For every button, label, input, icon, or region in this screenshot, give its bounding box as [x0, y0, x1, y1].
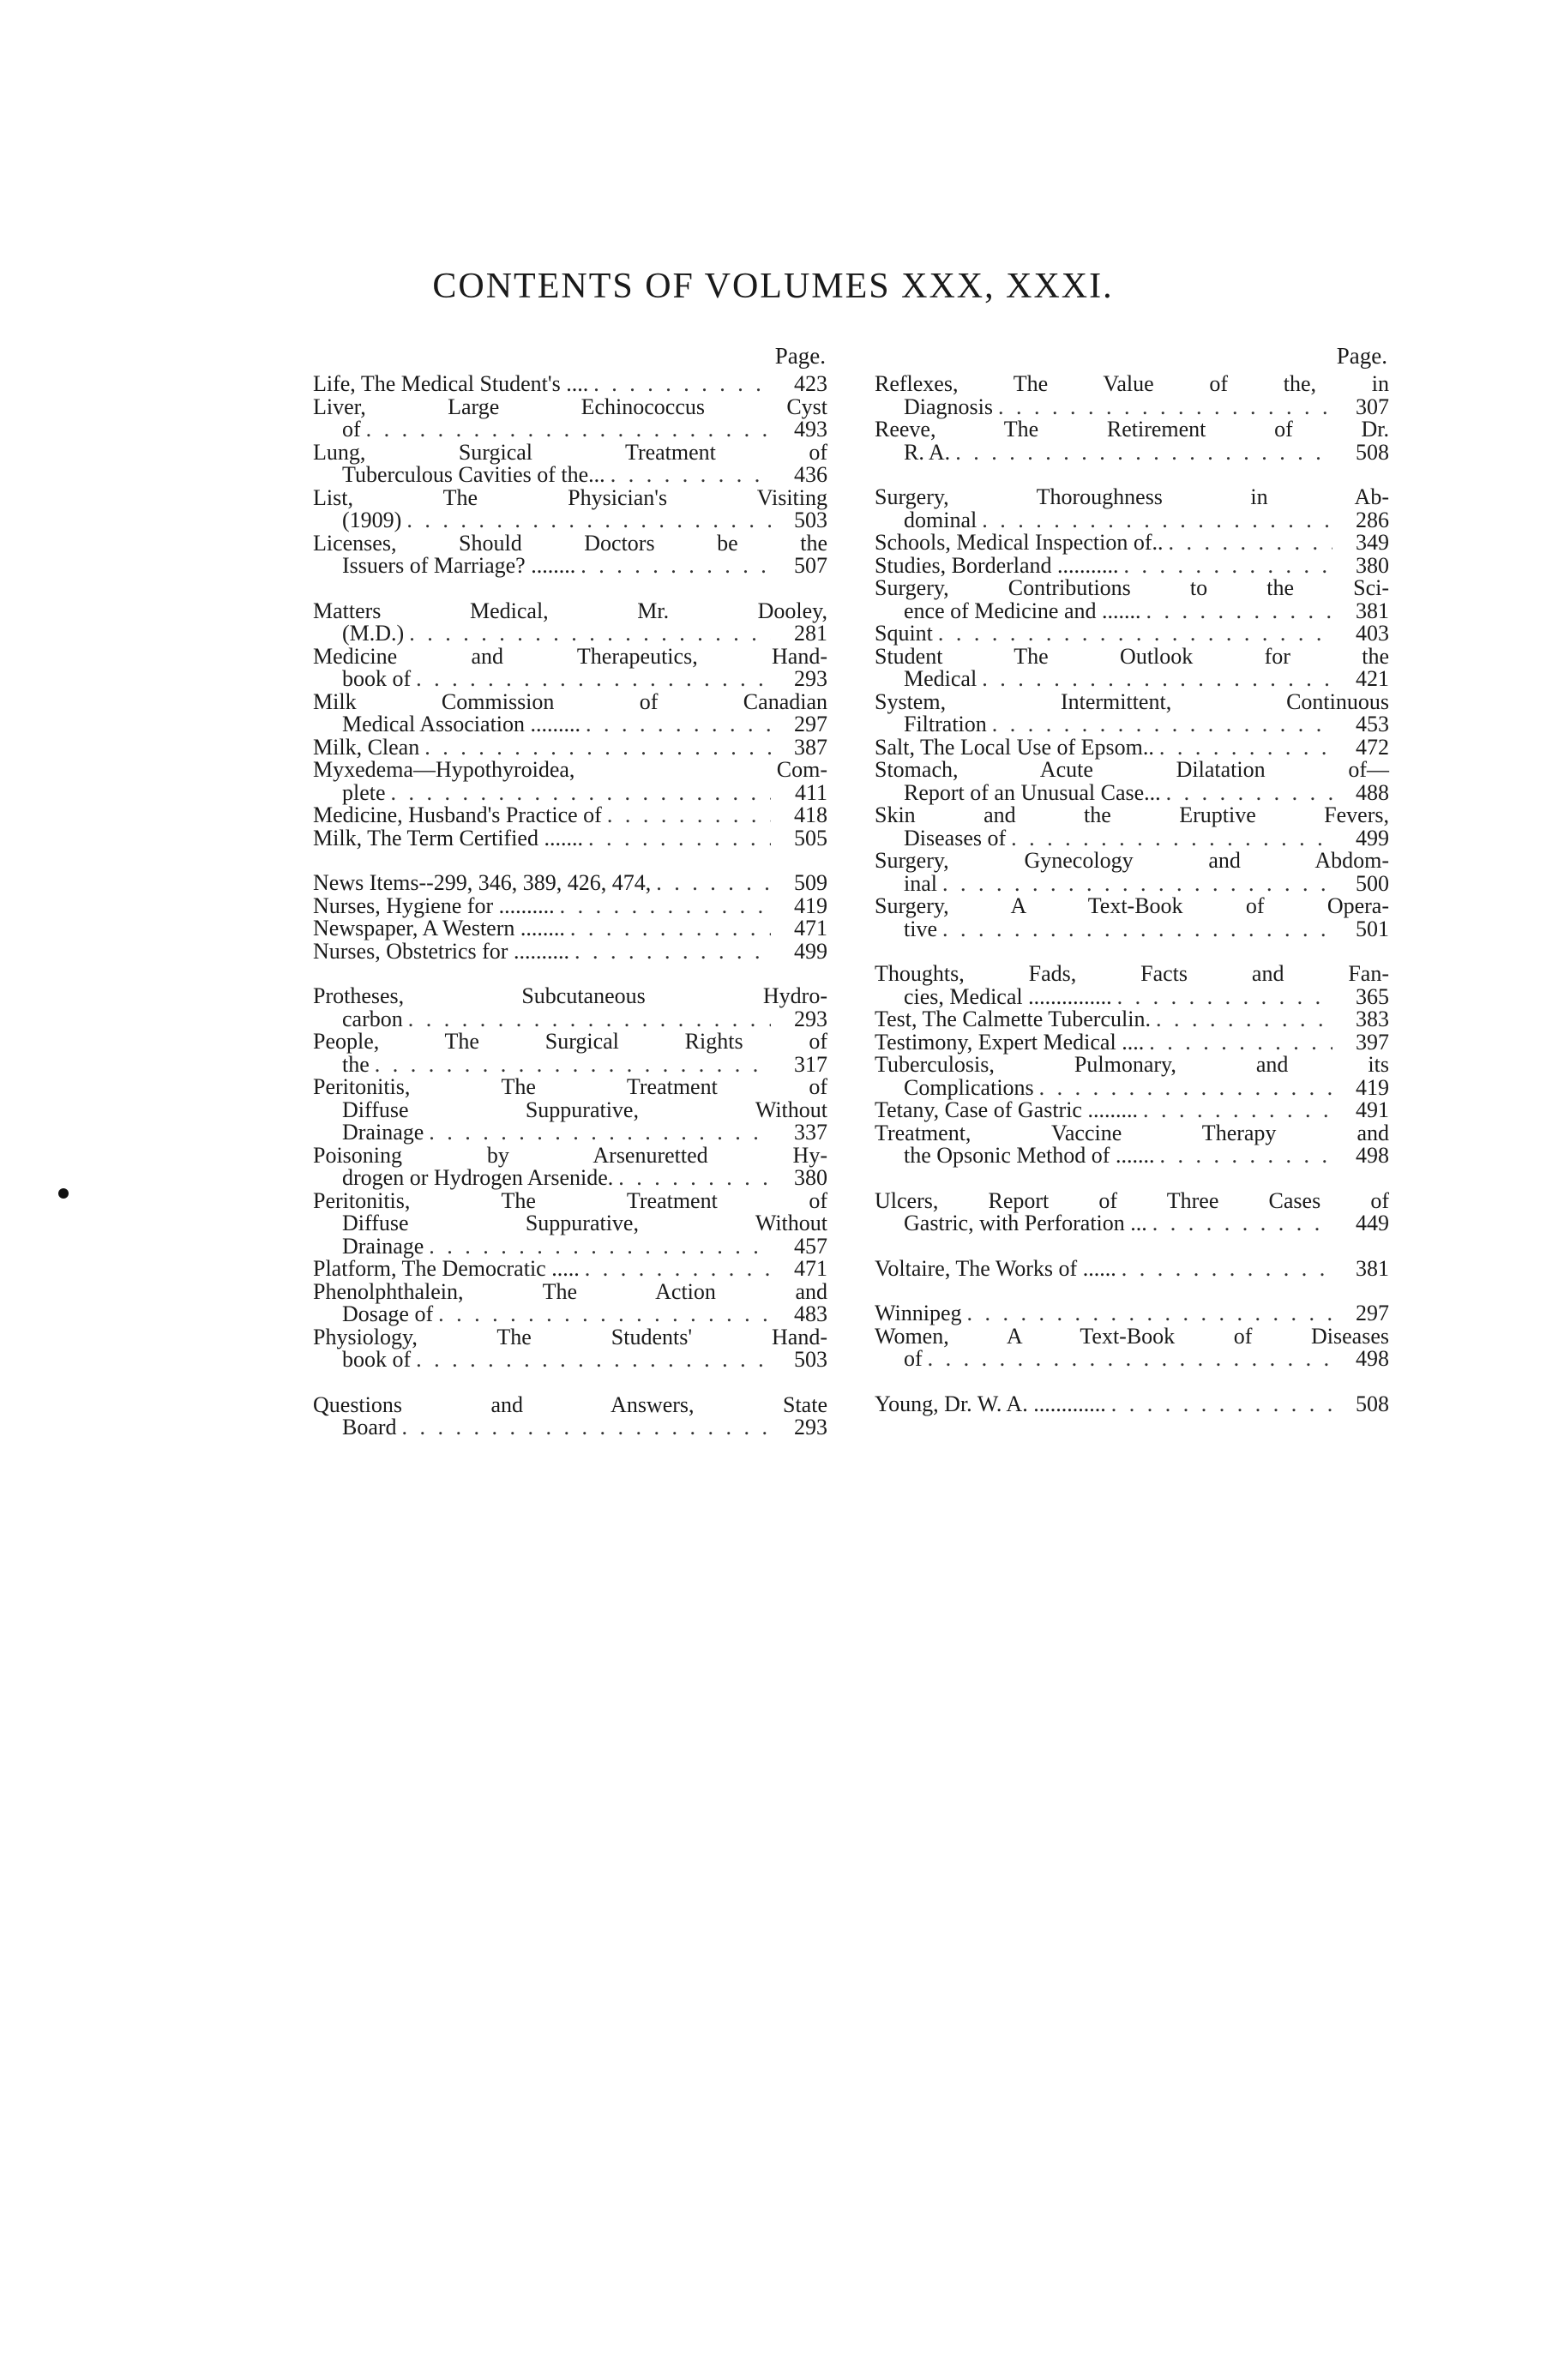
index-entry: [875, 850, 1389, 895]
dot-leader: [574, 941, 771, 964]
index-entry: [875, 1099, 1389, 1122]
dot-leader: [982, 668, 1332, 691]
dot-leader: [618, 1167, 771, 1190]
index-entry: [875, 373, 1389, 418]
index-entry: [313, 1391, 827, 1439]
dot-leader: [1146, 600, 1332, 623]
entry-text: Myxedema—Hypothyroidea, Com-: [313, 757, 827, 782]
page-number: 491: [1356, 1097, 1389, 1122]
entry-text: Testimony, Expert Medical ....: [875, 1029, 1145, 1055]
page-column-header: Page.: [1336, 343, 1387, 369]
index-entry: [313, 872, 827, 895]
entry-text: Surgery, Gynecology and Abdom-: [875, 848, 1389, 873]
entry-text: Winnipeg: [875, 1301, 962, 1325]
dot-leader: [588, 827, 771, 850]
entry-text: Life, The Medical Student's ....: [313, 371, 589, 396]
entry-text: Surgery, Contributions to the Sci-: [875, 575, 1389, 600]
index-entry: [875, 1008, 1389, 1031]
page-number: 501: [1356, 916, 1389, 941]
dot-leader: [402, 1416, 771, 1439]
entry-text: Tuberculosis, Pulmonary, and its: [875, 1052, 1389, 1077]
page-number: 381: [1356, 1255, 1389, 1281]
entry-text: book of: [342, 666, 412, 691]
dot-leader: [375, 1054, 771, 1077]
entry-text: Issuers of Marriage? ........: [342, 553, 576, 578]
index-entry: [875, 1031, 1389, 1055]
entry-text: Filtration: [904, 712, 987, 736]
dot-leader: [1111, 1393, 1332, 1416]
page-number: 471: [794, 1256, 827, 1281]
entry-text: Platform, The Democratic .....: [313, 1256, 580, 1281]
entry-text: Drainage: [342, 1233, 424, 1259]
page-number: 337: [794, 1120, 827, 1145]
entry-text: System, Intermittent, Continuous: [875, 688, 1389, 714]
entry-text: Nurses, Hygiene for ..........: [313, 892, 555, 918]
index-entry: [313, 688, 827, 736]
entry-text: Milk Commission of Canadian: [313, 688, 827, 714]
index-entry: [313, 484, 827, 532]
dot-leader: [1124, 555, 1332, 578]
entry-text: of: [904, 1346, 923, 1371]
index-entry: [313, 373, 827, 396]
index-entry: [875, 486, 1389, 532]
index-entry: [875, 1325, 1389, 1371]
page-number: 380: [1356, 552, 1389, 578]
entry-text: Dosage of: [342, 1301, 434, 1326]
entry-text: ence of Medicine and .......: [904, 598, 1141, 623]
index-entry: [313, 643, 827, 691]
page-number: 403: [1356, 621, 1389, 646]
entry-text: Questions and Answers, State: [313, 1391, 827, 1417]
index-entry: [875, 1187, 1389, 1235]
dot-leader: [1143, 1099, 1332, 1122]
dot-leader: [942, 918, 1332, 941]
page-number: 483: [794, 1301, 827, 1326]
index-entry: [875, 736, 1389, 760]
entry-text: News Items--299, 346, 389, 426, 474,: [313, 870, 652, 895]
index-entry: [875, 688, 1389, 736]
dot-leader: [928, 1348, 1332, 1371]
dot-leader: [1122, 1258, 1332, 1281]
entry-text: Ulcers, Report of Three Cases of: [875, 1187, 1389, 1213]
entry-text: tive: [904, 916, 937, 941]
index-entry: [313, 1326, 827, 1372]
page-number: 418: [794, 802, 827, 827]
entry-text: drogen or Hydrogen Arsenide.: [342, 1165, 614, 1190]
entry-text: Student The Outlook for the: [875, 643, 1389, 669]
entry-text: Surgery, Thoroughness in Ab-: [875, 484, 1389, 509]
index-entry: [875, 643, 1389, 691]
entry-list: [313, 373, 827, 1439]
page-number: 297: [794, 712, 827, 736]
page-number: 380: [794, 1165, 827, 1190]
dot-leader: [998, 396, 1332, 419]
page-number: 411: [794, 779, 827, 805]
dot-leader: [1156, 1008, 1332, 1031]
entry-text: of: [342, 417, 361, 442]
page-number: 293: [794, 666, 827, 691]
entry-text: Poisoning by Arsenuretted Hy-: [313, 1142, 827, 1168]
dot-leader: [611, 464, 771, 487]
dot-leader: [1159, 736, 1332, 760]
dot-leader: [416, 1349, 771, 1372]
index-entry: [875, 532, 1389, 555]
index-entry: [875, 1393, 1389, 1416]
entry-text: the Opsonic Method of .......: [904, 1143, 1155, 1168]
entry-text: Diagnosis: [904, 394, 993, 419]
index-entry: [313, 396, 827, 442]
entry-text: Surgery, A Text-Book of Opera-: [875, 893, 1389, 918]
entry-text: Tetany, Case of Gastric .........: [875, 1097, 1138, 1122]
page-number: 509: [794, 870, 827, 895]
dot-leader: [586, 713, 771, 736]
index-entry: [313, 736, 827, 760]
entry-list: [875, 373, 1389, 1415]
page-title: CONTENTS OF VOLUMES XXX, XXXI.: [432, 267, 1114, 306]
entry-text: Young, Dr. W. A. .............: [875, 1391, 1106, 1416]
index-entry: [313, 917, 827, 941]
index-entry: [875, 1054, 1389, 1099]
entry-text: Licenses, Should Doctors be the: [313, 530, 827, 556]
page-number: 471: [794, 916, 827, 941]
page-number: 508: [1356, 1391, 1389, 1416]
dot-leader: [560, 895, 771, 918]
entry-text: Lung, Surgical Treatment of: [313, 439, 827, 465]
index-entry: [313, 532, 827, 578]
page-number: 507: [794, 553, 827, 578]
page-number: 498: [1356, 1143, 1389, 1168]
index-entry: [875, 963, 1389, 1008]
page-number: 503: [794, 1347, 827, 1372]
dot-leader: [938, 622, 1332, 646]
entry-text: the: [342, 1051, 370, 1077]
dot-leader: [955, 442, 1332, 465]
dot-leader: [1039, 1077, 1332, 1100]
dot-leader: [1117, 986, 1332, 1009]
index-entry: [875, 552, 1389, 578]
entry-text: Women, A Text-Book of Diseases: [875, 1323, 1389, 1349]
entry-text: Diffuse Suppurative, Without: [342, 1211, 827, 1235]
entry-text: Diseases of: [904, 825, 1007, 850]
dot-leader: [1159, 1145, 1332, 1168]
entry-text: Liver, Large Echinococcus Cyst: [313, 394, 827, 419]
entry-text: Milk, Clean: [313, 734, 420, 760]
page-number: 281: [794, 621, 827, 646]
entry-text: Matters Medical, Mr. Dooley,: [313, 598, 827, 623]
dot-leader: [424, 736, 771, 760]
entry-text: Newspaper, A Western ........: [313, 916, 565, 941]
entry-text: Tuberculous Cavities of the...: [342, 462, 605, 487]
entry-text: Squint: [875, 621, 933, 646]
entry-text: Medicine and Therapeutics, Hand-: [313, 643, 827, 669]
page-number: 317: [794, 1051, 827, 1077]
dot-leader: [992, 713, 1332, 736]
entry-text: Skin and the Eruptive Fevers,: [875, 802, 1389, 827]
contents-column-left: [313, 343, 827, 1439]
page-number: 436: [794, 462, 827, 487]
page-number: 499: [794, 938, 827, 964]
dot-leader: [1152, 1212, 1332, 1235]
entry-text: cies, Medical ...............: [904, 983, 1112, 1009]
page-number: 499: [1356, 825, 1389, 850]
index-entry: [313, 804, 827, 827]
page-number: 419: [1356, 1074, 1389, 1100]
dot-leader: [406, 509, 771, 532]
index-entry: [313, 439, 827, 487]
page-number: 457: [794, 1233, 827, 1259]
page-number: 383: [1356, 1007, 1389, 1031]
entry-text: Treatment, Vaccine Therapy and: [875, 1120, 1389, 1145]
dot-leader: [1149, 1031, 1332, 1055]
entry-text: (M.D.): [342, 621, 405, 646]
entry-text: Board: [342, 1415, 397, 1439]
entry-text: Peritonitis, The Treatment of: [313, 1074, 827, 1099]
entry-text: Test, The Calmette Tuberculin.: [875, 1007, 1151, 1031]
dot-leader: [570, 917, 771, 941]
page-number: 449: [1356, 1211, 1389, 1235]
entry-text: book of: [342, 1347, 412, 1372]
page-number: 423: [794, 371, 827, 396]
dot-leader: [416, 668, 771, 691]
entry-text: Medical: [904, 666, 978, 691]
dot-leader: [429, 1121, 771, 1145]
dot-leader: [1011, 827, 1332, 850]
page-number: 508: [1356, 439, 1389, 465]
contents-column-right: [875, 343, 1389, 1415]
dot-leader: [409, 622, 771, 646]
index-entry: [875, 1255, 1389, 1281]
page-column-header: Page.: [774, 343, 826, 369]
entry-text: Studies, Borderland ...........: [875, 552, 1119, 578]
page-number: 286: [1356, 507, 1389, 532]
page-number: 503: [794, 508, 827, 532]
page-number: 453: [1356, 712, 1389, 736]
entry-text: Salt, The Local Use of Epsom..: [875, 734, 1154, 760]
entry-text: Physiology, The Students' Hand-: [313, 1324, 827, 1349]
dot-leader: [593, 373, 771, 396]
entry-text: List, The Physician's Visiting: [313, 484, 827, 510]
index-entry: [875, 804, 1389, 850]
index-entry: [313, 938, 827, 964]
dot-leader: [607, 804, 771, 827]
page-number: 505: [794, 825, 827, 850]
entry-text: (1909): [342, 508, 402, 532]
entry-text: Nurses, Obstetrics for ..........: [313, 938, 569, 964]
entry-text: Peritonitis, The Treatment of: [313, 1187, 827, 1213]
page-number: 472: [1356, 734, 1389, 760]
entry-text: Milk, The Term Certified .......: [313, 825, 583, 850]
dot-leader: [366, 418, 771, 442]
page-number: 381: [1356, 598, 1389, 623]
dot-leader: [967, 1302, 1333, 1325]
index-entry: [313, 1278, 827, 1326]
page-number: 493: [794, 417, 827, 442]
index-entry: [875, 577, 1389, 622]
page-number: 293: [794, 1006, 827, 1031]
entry-text: Reeve, The Retirement of Dr.: [875, 417, 1389, 442]
page-number: 500: [1356, 870, 1389, 896]
entry-text: Medical Association .........: [342, 712, 581, 736]
index-entry: [313, 1258, 827, 1281]
index-entry: [875, 1122, 1389, 1168]
index-entry: [313, 985, 827, 1031]
entry-text: Schools, Medical Inspection of..: [875, 530, 1164, 555]
stray-mark: [58, 1188, 69, 1199]
dot-leader: [1169, 532, 1333, 555]
entry-text: Phenolphthalein, The Action and: [313, 1278, 827, 1304]
entry-text: Voltaire, The Works of ......: [875, 1255, 1116, 1281]
entry-text: Reflexes, The Value of the, in: [875, 371, 1389, 396]
page-number: 307: [1356, 394, 1389, 419]
index-entry: [875, 622, 1389, 646]
dot-leader: [438, 1303, 771, 1326]
dot-leader: [429, 1235, 771, 1259]
index-entry: [313, 600, 827, 646]
index-entry: [313, 1076, 827, 1145]
dot-leader: [391, 782, 771, 805]
entry-text: Protheses, Subcutaneous Hydro-: [313, 983, 827, 1008]
entry-text: Complications: [904, 1074, 1034, 1100]
index-entry: [875, 418, 1389, 464]
entry-text: R. A.: [904, 439, 951, 465]
dot-leader: [408, 1008, 771, 1031]
page-number: 421: [1356, 666, 1389, 691]
index-entry: [313, 759, 827, 804]
dot-leader: [656, 872, 771, 895]
dot-leader: [585, 1258, 771, 1281]
entry-text: Thoughts, Fads, Facts and Fan-: [875, 961, 1389, 986]
page-number: 488: [1356, 779, 1389, 805]
index-entry: [313, 1187, 827, 1259]
entry-text: inal: [904, 870, 937, 896]
entry-text: Medicine, Husband's Practice of: [313, 802, 602, 827]
page-number: 419: [794, 892, 827, 918]
index-entry: [313, 1142, 827, 1190]
index-entry: [313, 827, 827, 850]
index-entry: [313, 1031, 827, 1076]
index-entry: [875, 895, 1389, 941]
entry-text: Drainage: [342, 1120, 424, 1145]
entry-text: Diffuse Suppurative, Without: [342, 1097, 827, 1122]
index-entry: [875, 1302, 1389, 1325]
index-entry: [875, 759, 1389, 804]
entry-text: People, The Surgical Rights of: [313, 1029, 827, 1054]
entry-text: dominal: [904, 507, 978, 532]
dot-leader: [942, 873, 1332, 896]
entry-text: carbon: [342, 1006, 403, 1031]
page-number: 365: [1356, 983, 1389, 1009]
dot-leader: [581, 555, 771, 578]
page-number: 498: [1356, 1346, 1389, 1371]
page-number: 387: [794, 734, 827, 760]
page-number: 293: [794, 1415, 827, 1439]
entry-text: plete: [342, 779, 386, 805]
page-number: 297: [1356, 1301, 1389, 1325]
entry-text: Gastric, with Perforation ...: [904, 1211, 1147, 1235]
index-entry: [313, 892, 827, 918]
dot-leader: [982, 509, 1332, 532]
entry-text: Stomach, Acute Dilatation of—: [875, 757, 1389, 782]
page-number: 397: [1356, 1029, 1389, 1055]
entry-text: Report of an Unusual Case...: [904, 779, 1161, 805]
dot-leader: [1166, 782, 1332, 805]
page-number: 349: [1356, 530, 1389, 555]
